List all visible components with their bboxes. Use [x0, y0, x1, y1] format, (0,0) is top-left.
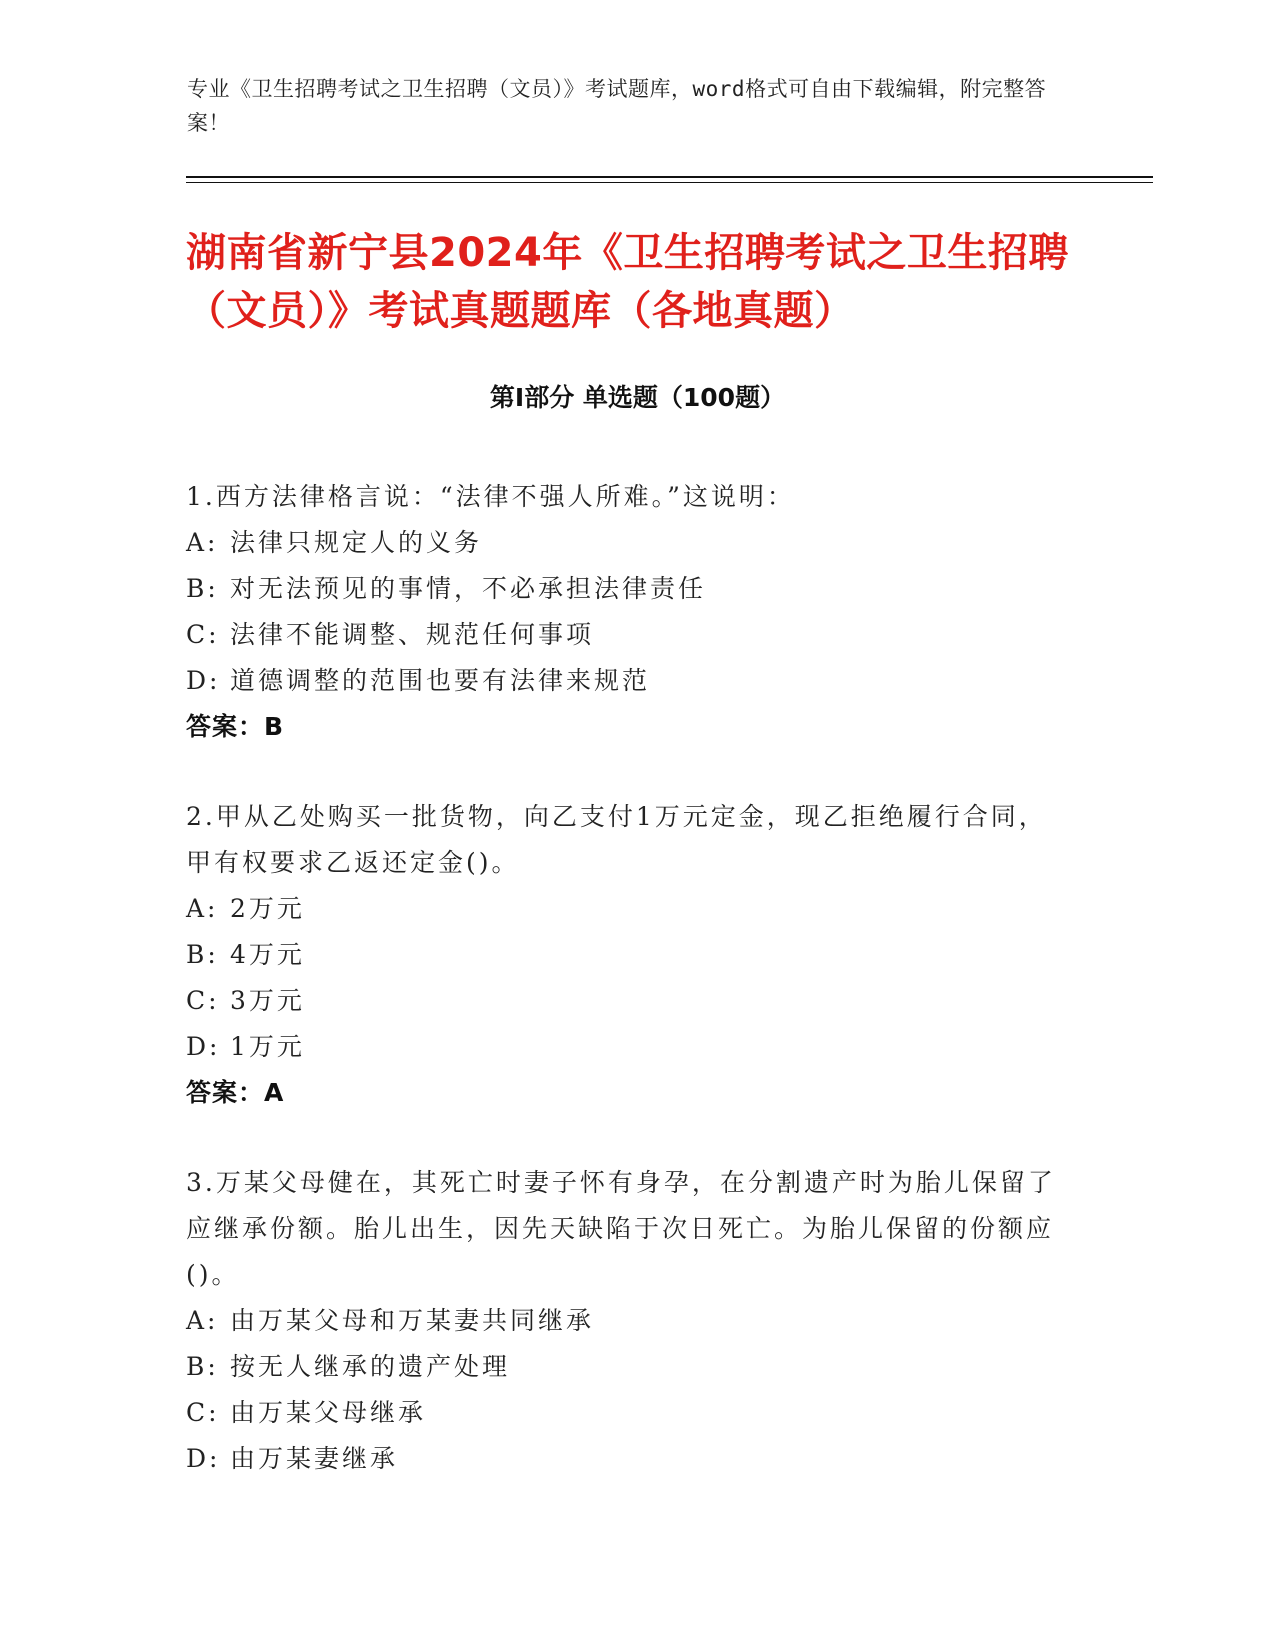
answer-value: A: [264, 1078, 285, 1107]
question-stem: 万某父母健在，其死亡时妻子怀有身孕，在分割遗产时为胎儿保留了应继承份额。胎儿出生，因先天缺陷于次日死亡。为胎儿保留的份额应()。: [186, 1168, 1056, 1289]
option-a: [186, 1298, 1066, 1344]
option-b: [186, 1344, 1066, 1390]
option-letter: C:: [186, 620, 220, 649]
question-stem: 西方法律格言说：“法律不强人所难。”这说明：: [215, 482, 795, 511]
section-title: 第I部分 单选题（100题）: [489, 383, 786, 412]
header-rule-thick: [186, 176, 1153, 178]
option-letter: A:: [186, 894, 219, 923]
option-text: 由万某父母和万某妻共同继承: [230, 1306, 595, 1335]
question-text: [186, 474, 1066, 520]
option-d: [186, 1436, 1066, 1482]
question-stem: 甲从乙处购买一批货物，向乙支付1万元定金，现乙拒绝履行合同，甲有权要求乙返还定金()。: [186, 802, 1047, 877]
answer-value: B: [264, 712, 285, 741]
option-letter: D:: [186, 666, 221, 695]
option-b: [186, 566, 1066, 612]
option-text: 由万某妻继承: [230, 1444, 399, 1473]
option-text: 由万某父母继承: [230, 1398, 427, 1427]
header-note: 专业《卫生招聘考试之卫生招聘（文员）》考试题库，word格式可自由下载编辑，附完整答案！: [187, 77, 1047, 135]
answer-line: [186, 704, 1066, 750]
option-letter: C:: [186, 986, 220, 1015]
question-number: 1.: [186, 482, 216, 511]
option-b: [186, 932, 1066, 978]
question-text: [186, 794, 1066, 886]
option-text: 法律不能调整、规范任何事项: [230, 620, 595, 649]
option-text: 法律只规定人的义务: [230, 528, 483, 557]
option-letter: D:: [186, 1444, 221, 1473]
question-2: [186, 794, 1066, 1116]
option-letter: B:: [186, 940, 219, 969]
question-number: 2.: [186, 802, 216, 831]
answer-label: 答案：: [186, 1078, 265, 1107]
option-letter: A:: [186, 1306, 219, 1335]
option-text: 2万元: [230, 894, 305, 923]
question-text: [186, 1160, 1066, 1298]
option-letter: B:: [186, 574, 219, 603]
option-text: 4万元: [230, 940, 305, 969]
option-letter: C:: [186, 1398, 220, 1427]
option-c: [186, 1390, 1066, 1436]
option-c: [186, 978, 1066, 1024]
option-text: 3万元: [230, 986, 305, 1015]
question-list: [186, 474, 1066, 1526]
option-text: 对无法预见的事情，不必承担法律责任: [230, 574, 707, 603]
option-c: [186, 612, 1066, 658]
option-text: 道德调整的范围也要有法律来规范: [230, 666, 651, 695]
option-d: [186, 658, 1066, 704]
option-text: 按无人继承的遗产处理: [230, 1352, 511, 1381]
question-number: 3.: [186, 1168, 216, 1197]
option-d: [186, 1024, 1066, 1070]
option-letter: B:: [186, 1352, 219, 1381]
option-text: 1万元: [230, 1032, 305, 1061]
answer-label: 答案：: [186, 712, 265, 741]
answer-line: [186, 1070, 1066, 1116]
question-3: [186, 1160, 1066, 1482]
option-letter: D:: [186, 1032, 221, 1061]
document-title: 湖南省新宁县2024年《卫生招聘考试之卫生招聘（文员）》考试真题题库（各地真题）: [186, 230, 1069, 334]
question-1: [186, 474, 1066, 750]
option-a: [186, 886, 1066, 932]
option-a: [186, 520, 1066, 566]
header-rule-thin: [186, 182, 1153, 183]
option-letter: A:: [186, 528, 219, 557]
